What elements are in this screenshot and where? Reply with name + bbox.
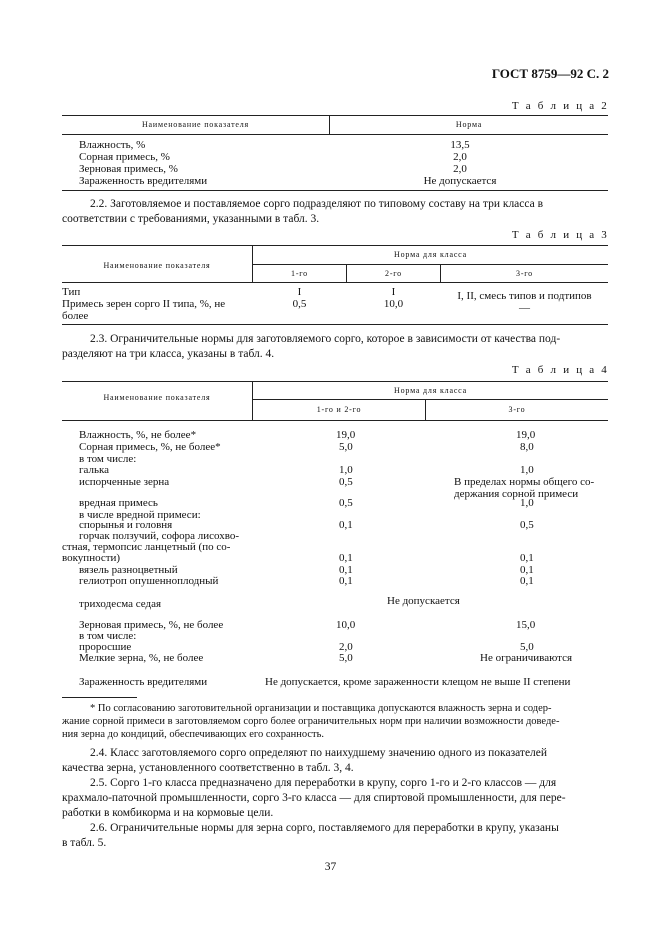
table3-cell: I, II, смесь типов и подтипов [457, 290, 592, 302]
document-header: ГОСТ 8759—92 С. 2 [491, 66, 609, 81]
table4-cell: держания сорной примеси [454, 488, 579, 500]
table3-col-name-header: Наименование показателя [103, 261, 211, 270]
table4-row-name: вокупности) [62, 552, 121, 564]
table4-subheader-rule [252, 399, 608, 400]
table2-top-rule [62, 115, 608, 116]
table3-class-header: 3-го [516, 269, 533, 278]
table4-row-name: Зараженность вредителями [79, 676, 208, 688]
table3-cell: 10,0 [383, 298, 404, 310]
table4-cell: В пределах нормы общего со- [454, 476, 595, 488]
table3-row-name: Тип [62, 286, 81, 298]
table4-row-name: в том числе: [79, 630, 137, 642]
footnote-line2: жание сорной примеси в заготовляемом сорго более ограничительных норм при наличии возможности доведе- [62, 716, 560, 727]
table4-group-header: Норма для класса [394, 386, 467, 395]
table2-row-name: Зараженность вредителями [79, 175, 208, 187]
paragraph-2-4-line1: 2.4. Класс заготовляемого сорго определяют по наихудшему значению одного из показателей [90, 747, 548, 759]
table3-subheader-rule [252, 264, 608, 265]
table4-row-name: вязель разноцветный [79, 564, 178, 576]
table4-row-name: галька [79, 464, 110, 476]
page-number: 37 [324, 861, 337, 873]
table4-cell: 0,5 [520, 519, 534, 531]
table4-cell: 8,0 [520, 441, 534, 453]
table3-group-header: Норма для класса [394, 250, 467, 259]
table4-row-name: стная, термопсис ланцетный (по со- [62, 541, 231, 553]
table2-col-name-header: Наименование показателя [141, 120, 250, 129]
table4-row-name: в том числе: [79, 453, 137, 465]
table4-caption: Т а б л и ц а 4 [511, 364, 609, 376]
table4-row-name: испорченные зерна [79, 476, 170, 488]
table2-row-value: 2,0 [453, 163, 467, 175]
table4-row-name: вредная примесь [79, 497, 158, 509]
table4-cell: 0,1 [339, 575, 353, 587]
table2-row-value: 2,0 [453, 151, 467, 163]
table4-row-name: Зерновая примесь, %, не более [79, 619, 224, 631]
table2-caption: Т а б л и ц а 2 [511, 100, 609, 112]
table2-row-value: 13,5 [450, 139, 470, 151]
table4-cell: 15,0 [516, 619, 536, 631]
table2-bottom-rule [62, 190, 608, 191]
table3-class-header: 1-го [291, 269, 308, 278]
table2-row-value: Не допускается [423, 175, 497, 187]
table4-cell: Не допускается, кроме зараженности клещом не выше II степени [265, 676, 571, 688]
table4-row-name: спорынья и головня [79, 519, 173, 531]
table4-cell: 19,0 [516, 429, 536, 441]
table3-cell: — [519, 302, 530, 314]
table3-cell: I [297, 286, 302, 298]
table3-row-name: более [62, 310, 89, 322]
table4-row-name: Влажность, %, не более* [79, 429, 197, 441]
table3-class-header: 2-го [385, 269, 402, 278]
table4-col-name-header: Наименование показателя [103, 393, 211, 402]
table4-cell: 0,5 [339, 476, 353, 488]
paragraph-2-5-line3: работки в комбикорма и на кормовые цели. [62, 807, 274, 819]
table4-cell: 0,1 [339, 552, 353, 564]
table4-row-name: горчак ползучий, софора лисохво- [79, 530, 240, 542]
table4-cell: 5,0 [339, 652, 353, 664]
footnote-line3: ния зерна до кондиций, обеспечивающих его сохранность. [62, 729, 325, 740]
table3-top-rule [62, 245, 608, 246]
table4-row-name: Сорная примесь, %, не более* [79, 441, 221, 453]
paragraph-2-6-line1: 2.6. Ограничительные нормы для зерна сорго, поставляемого для переработки в крупу, указаны [90, 822, 559, 834]
table4-row-name: Мелкие зерна, %, не более [79, 652, 204, 664]
table3-bottom-rule [62, 324, 608, 325]
table2-header-rule [62, 134, 608, 135]
table4-top-rule [62, 381, 608, 382]
table4-cell: 1,0 [520, 497, 534, 509]
table4-cell: 5,0 [520, 641, 534, 653]
paragraph-2-2-line2: соответствии с требованиями, указанными в табл. 3. [62, 213, 320, 225]
table4-cell: 19,0 [336, 429, 356, 441]
footnote-separator [62, 697, 137, 698]
table4-cell: 0,1 [339, 519, 353, 531]
table4-cell: 0,1 [520, 575, 534, 587]
table4-class-header: 3-го [508, 405, 526, 414]
paragraph-2-4-line2: качества зерна, установленного соответственно в табл. 3, 4. [62, 762, 354, 774]
table4-cell: Не допускается [387, 595, 460, 607]
table3-cell: I [391, 286, 396, 298]
table3-cell: 0,5 [292, 298, 307, 310]
table4-cell: Не ограничиваются [480, 652, 573, 664]
table2-row-name: Влажность, % [79, 139, 146, 151]
table4-cell: 10,0 [336, 619, 356, 631]
table2-row-name: Зерновая примесь, % [79, 163, 178, 175]
paragraph-2-2-line1: 2.2. Заготовляемое и поставляемое сорго подразделяют по типовому составу на три класса в [90, 198, 544, 210]
table4-cell: 1,0 [339, 464, 353, 476]
table4-row-name: проросшие [79, 641, 132, 653]
table4-cell: 5,0 [339, 441, 353, 453]
table4-cell: 2,0 [339, 641, 353, 653]
table4-cell: 1,0 [520, 464, 534, 476]
table4-row-name: гелиотроп опушенноплодный [79, 575, 219, 587]
table3-caption: Т а б л и ц а 3 [511, 229, 609, 241]
paragraph-2-3-line1: 2.3. Ограничительные нормы для заготовляемого сорго, которое в зависимости от качества под- [90, 333, 561, 345]
paragraph-2-3-line2: разделяют на три класса, указаны в табл. 4. [62, 348, 275, 360]
table2-col-norm-header: Норма [455, 120, 483, 129]
paragraph-2-5-line2: крахмало-паточной промышленности, сорго 3-го класса — для спиртовой промышленности, для пере- [62, 792, 566, 804]
paragraph-2-6-line2: в табл. 5. [62, 837, 107, 849]
table4-header-rule [62, 420, 608, 421]
table4-cell: 0,1 [520, 552, 534, 564]
table4-cell: 0,1 [339, 564, 353, 576]
table2-row-name: Сорная примесь, % [79, 151, 170, 163]
paragraph-2-5-line1: 2.5. Сорго 1-го класса предназначено для переработки в крупу, сорго 1-го и 2-го классов — для [90, 777, 557, 789]
table4-class-header: 1-го и 2-го [316, 405, 362, 414]
table4-row-name: триходесма седая [79, 598, 162, 610]
table4-row-name: в числе вредной примеси: [79, 509, 201, 521]
table4-cell: 0,1 [520, 564, 534, 576]
table3-header-rule [62, 282, 608, 283]
table3-row-name: Примесь зерен сорго II типа, %, не [62, 298, 226, 310]
table4-cell: 0,5 [339, 497, 353, 509]
footnote-line1: * По согласованию заготовительной организации и поставщика допускаются влажность зерна и содер- [90, 703, 552, 714]
